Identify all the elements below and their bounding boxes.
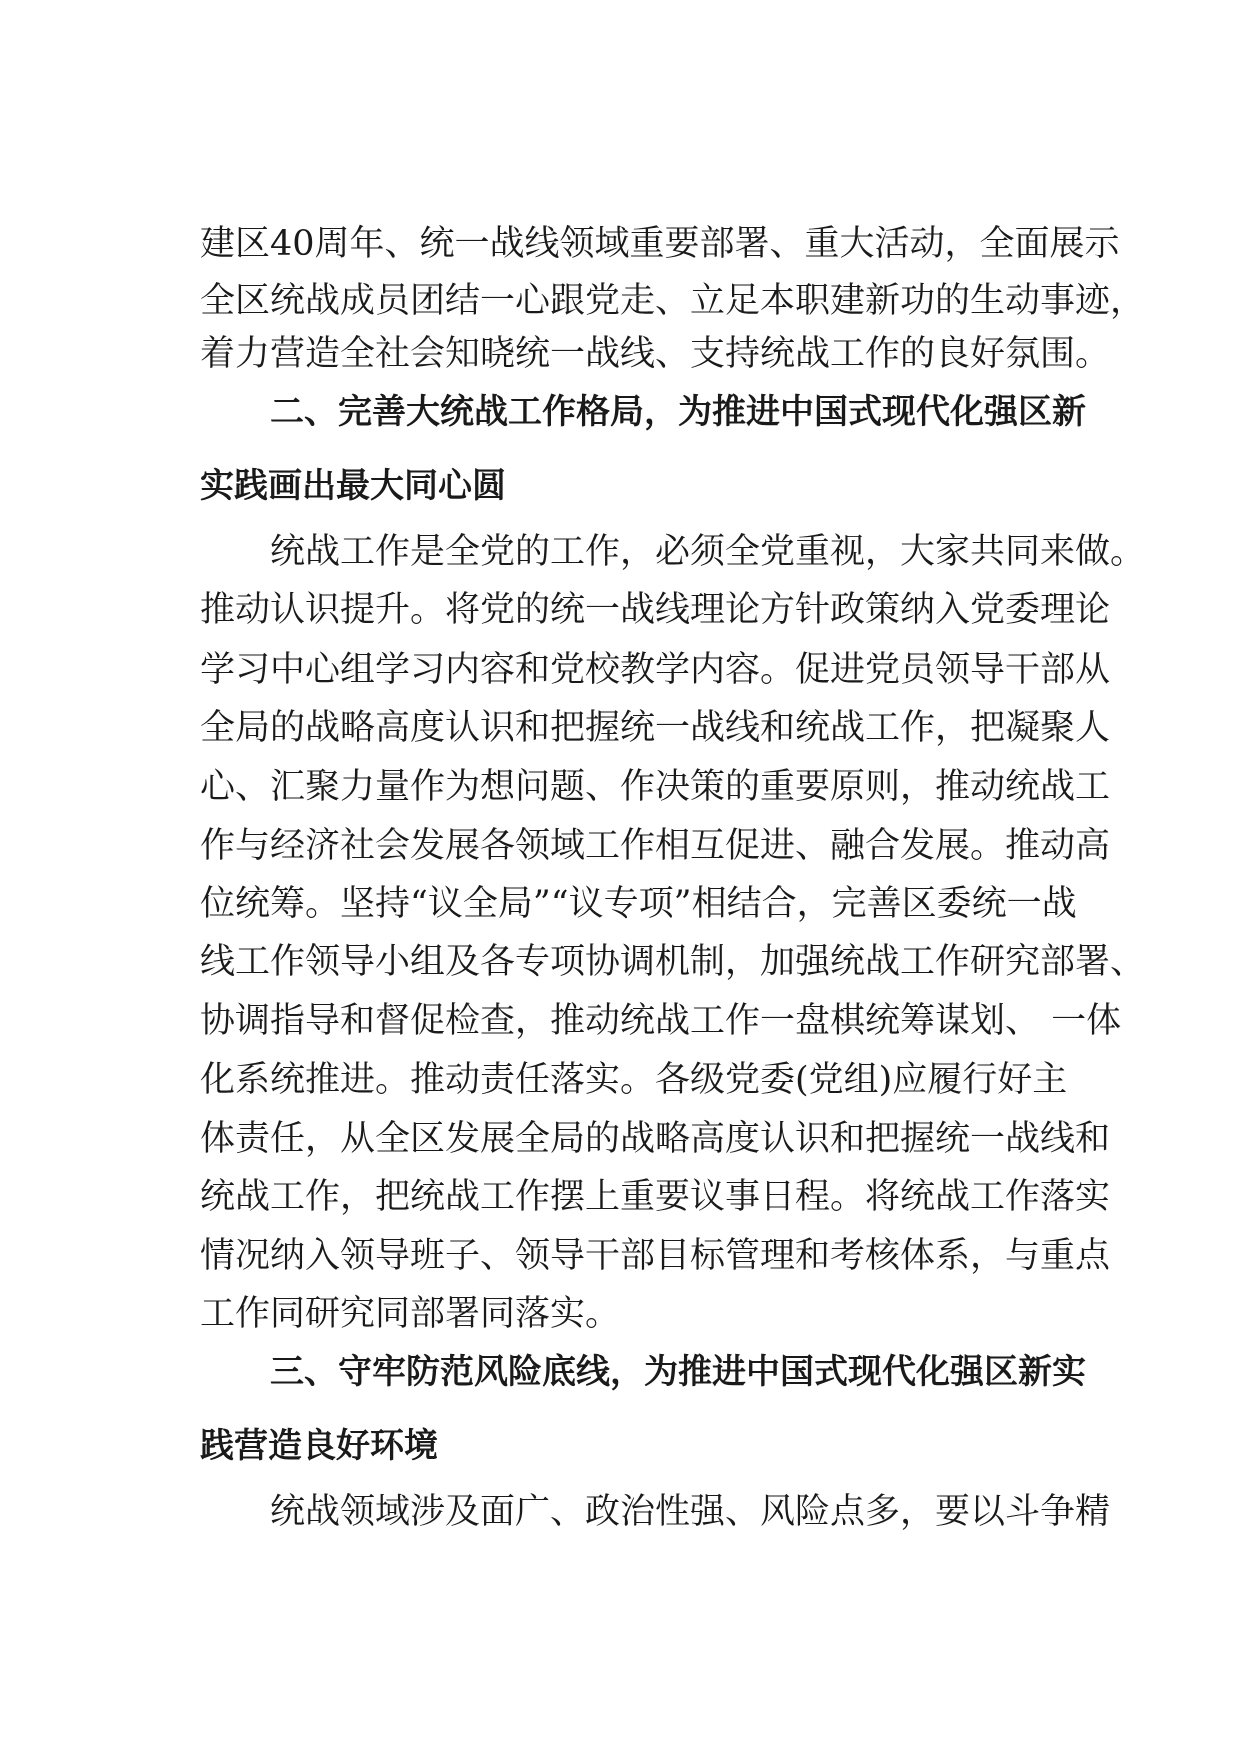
paragraph-2-line-13: 情况纳入领导班子、领导干部目标管理和考核体系，与重点 — [200, 1236, 1111, 1276]
paragraph-1-line-3: 着力营造全社会知晓统一战线、支持统战工作的良好氛围。 — [200, 334, 1111, 374]
paragraph-1-line-2: 全区统战成员团结一心跟党走、立足本职建新功的生动事迹， — [200, 281, 1146, 321]
paragraph-3-line-1: 统战领域涉及面广、政治性强、风险点多，要以斗争精 — [270, 1492, 1111, 1532]
paragraph-2-line-10: 化系统推进。推动责任落实。各级党委(党组)应履行好主 — [200, 1060, 1068, 1100]
section-heading-3-line-2: 践营造良好环境 — [200, 1426, 438, 1466]
paragraph-2-line-12: 统战工作，把统战工作摆上重要议事日程。将统战工作落实 — [200, 1177, 1111, 1217]
paragraph-2-line-5: 心、汇聚力量作为想问题、作决策的重要原则，推动统战工 — [200, 767, 1111, 807]
paragraph-2-line-11: 体责任，从全区发展全局的战略高度认识和把握统一战线和 — [200, 1119, 1111, 1159]
paragraph-2-line-2: 推动认识提升。将党的统一战线理论方针政策纳入党委理论 — [200, 590, 1111, 630]
paragraph-2-line-7: 位统筹。坚持“议全局”“议专项”相结合，完善区委统一战 — [200, 884, 1077, 924]
paragraph-2-line-6: 作与经济社会发展各领域工作相互促进、融合发展。推动高 — [200, 826, 1111, 866]
paragraph-2-line-14: 工作同研究同部署同落实。 — [200, 1294, 621, 1334]
section-heading-3-line-1: 三、守牢防范风险底线，为推进中国式现代化强区新实 — [270, 1352, 1086, 1392]
paragraph-2-line-8: 线工作领导小组及各专项协调机制，加强统战工作研究部署、 — [200, 942, 1146, 982]
section-heading-2-line-1: 二、完善大统战工作格局，为推进中国式现代化强区新 — [270, 392, 1086, 432]
section-heading-2-line-2: 实践画出最大同心圆 — [200, 466, 506, 506]
paragraph-2-line-9: 协调指导和督促检查，推动统战工作一盘棋统筹谋划、 一体 — [200, 1001, 1122, 1041]
paragraph-2-line-1: 统战工作是全党的工作，必须全党重视，大家共同来做。 — [270, 532, 1146, 572]
paragraph-2-line-3: 学习中心组学习内容和党校教学内容。促进党员领导干部从 — [200, 650, 1111, 690]
paragraph-1-line-1: 建区40周年、统一战线领域重要部署、重大活动，全面展示 — [200, 224, 1120, 264]
document-page — [200, 0, 1146, 1754]
paragraph-2-line-4: 全局的战略高度认识和把握统一战线和统战工作，把凝聚人 — [200, 708, 1111, 748]
